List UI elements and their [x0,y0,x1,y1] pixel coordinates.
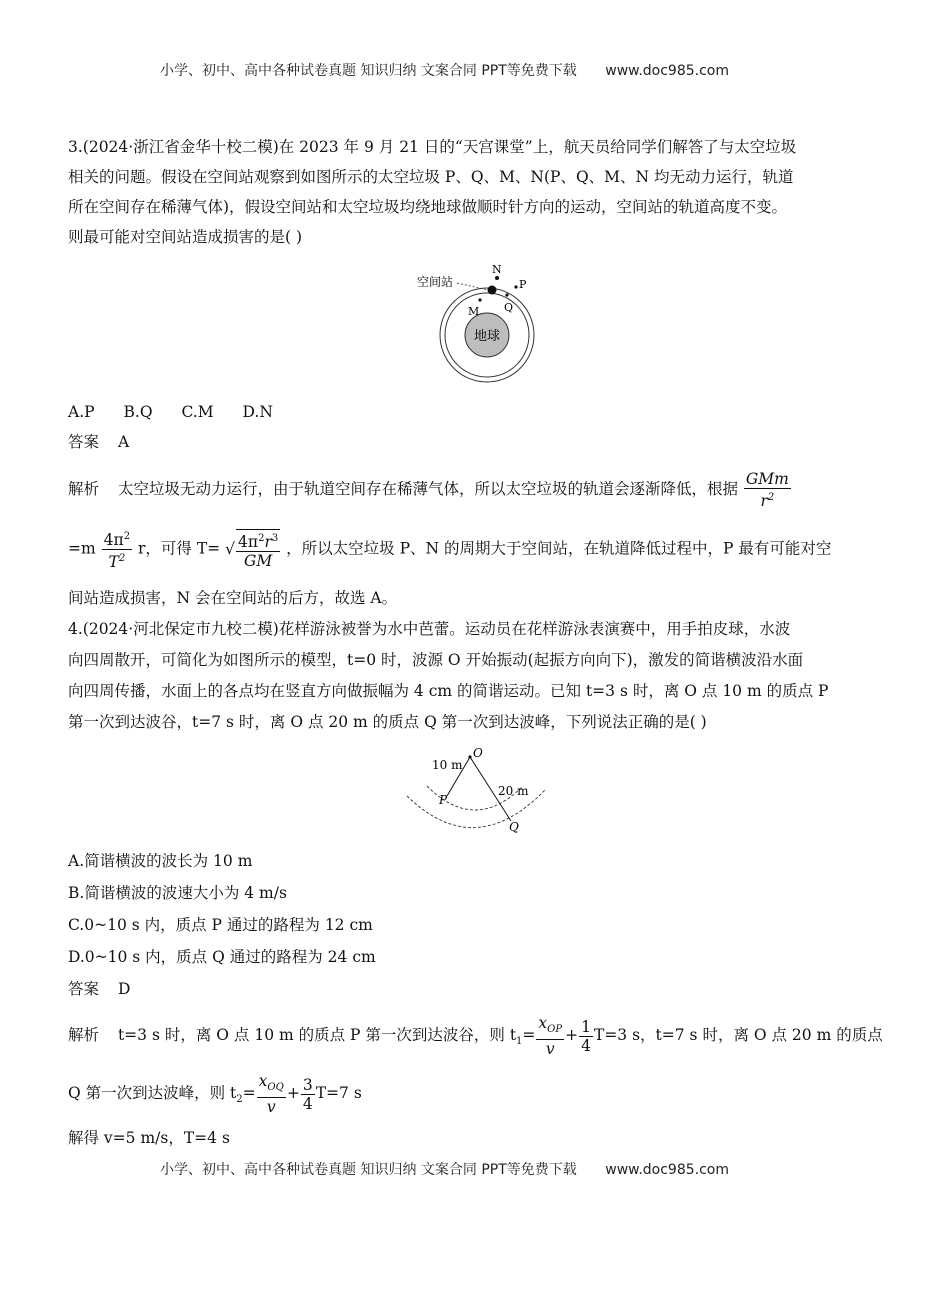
q3-options [68,402,273,422]
q4-analysis-2: Q 第一次到达波峰，则 $t_2=$ $\frac{x_{OQ}}{v}$ + $\frac{3}{4}$ T=7 s [68,1072,362,1117]
footer-site-link[interactable]: www.doc985.com [605,1162,729,1178]
q4-answer-value: D [117,980,131,998]
q4-answer-label: 答案 [68,980,100,998]
formula-xop-over-v: $\frac{x_{OP}}{v}$ [538,1014,563,1059]
debris-n [495,276,499,280]
q4-option-c[interactable]: C.0~10 s 内，质点 P 通过的路程为 12 cm [68,916,373,934]
header-text: 小学、初中、高中各种试卷真题 知识归纳 文案合同 PPT等免费下载 [160,63,577,79]
q3-option-a[interactable]: A.P [68,403,95,421]
label-q: Q [504,301,514,314]
q3-option-b[interactable]: B.Q [123,403,153,421]
label-q: Q [509,820,519,834]
earth-label: 地球 [473,329,501,344]
footer-text: 小学、初中、高中各种试卷真题 知识归纳 文案合同 PPT等免费下载 [160,1162,577,1178]
q4-line-1: 4.(2024·河北保定市九校二模)花样游泳被誉为水中芭蕾。运动员在花样游泳表演赛中，用手拍皮球，水波 [68,620,791,638]
header-site-link[interactable]: www.doc985.com [605,63,729,79]
station-pointer [457,283,488,290]
q4-option-d[interactable]: D.0~10 s 内，质点 Q 通过的路程为 24 cm [68,948,376,966]
page-footer [160,1159,729,1179]
formula-xoq-over-v: $\frac{x_{OQ}}{v}$ [258,1072,284,1117]
q4-analysis-text-1b: T=3 s，t=7 s 时，离 O 点 20 m 的质点 [593,1026,883,1045]
q4-analysis-text-2b: T=7 s [315,1084,362,1103]
q3-analysis-3: 间站造成损害，N 会在空间站的后方，故选 A。 [68,589,398,607]
q4-option-b[interactable]: B.简谐横波的波速大小为 4 m/s [68,884,287,902]
q4-analysis-1: 解析 t=3 s 时，离 O 点 10 m 的质点 P 第一次到达波谷，则 $t_1=$ $\frac{x_{OP}}{v}$ + $\frac{1}{4}$ T=3 s，t=7 s 时，离 O 点 20 m 的质点 [68,1014,883,1059]
formula-gmm-over-r2: $\frac{\text{GMm}}{r^2}$ [745,470,789,511]
q3-answer [68,432,129,452]
formula-three-quarters: $\frac{3}{4}$ [302,1075,313,1113]
debris-p [514,285,517,288]
q4-option-a[interactable]: A.简谐横波的波长为 10 m [68,852,253,870]
label-10m: 10 m [432,758,463,772]
formula-4pi2-over-t2: $\frac{4\pi^2}{T^2}$ [102,528,132,571]
q3-analysis-text-2b: r，可得 T= [138,539,221,558]
q3-answer-value: A [117,433,130,451]
debris-m [478,298,481,301]
q3-orbit-figure [400,262,560,390]
page-header [160,60,729,80]
label-p: P [439,793,448,807]
q3-option-d[interactable]: D.N [242,403,273,421]
formula-one-quarter: $\frac{1}{4}$ [581,1017,591,1055]
q4-analysis-label: 解析 [68,1026,100,1045]
sqrt-formula: √ $\frac{4\pi^2r^3}{GM}$ [225,529,281,571]
label-n: N [492,263,502,276]
space-station-dot [488,286,497,295]
q4-analysis-3: 解得 v=5 m/s，T=4 s [68,1129,230,1147]
q3-analysis-2 [68,528,831,571]
q3-answer-label: 答案 [68,433,100,451]
q3-option-c[interactable]: C.M [181,403,214,421]
source-o [468,755,471,758]
q3-line-4: 则最可能对空间站造成损害的是( ) [68,228,303,246]
debris-q [505,293,508,296]
station-label: 空间站 [417,275,454,289]
label-p: P [519,278,527,291]
q3-analysis-text-1: 太空垃圾无动力运行，由于轨道空间存在稀薄气体，所以太空垃圾的轨道会逐渐降低，根据 [117,480,738,499]
q3-line-2: 相关的问题。假设在空间站观察到如图所示的太空垃圾 P、Q、M、N(P、Q、M、N 均无动力运行，轨道 [68,168,794,186]
q4-line-2: 向四周散开，可简化为如图所示的模型，t=0 时，波源 O 开始振动(起振方向向下)，激发的简谐横波沿水面 [68,651,804,669]
q3-analysis-text-2a: =m [68,539,96,558]
q3-analysis-label: 解析 [68,480,100,499]
q3-analysis-text-2c: ，所以太空垃圾 P、N 的周期大于空间站，在轨道降低过程中，P 最有可能对空 [286,539,832,558]
q3-line-1: 3.(2024·浙江省金华十校二模)在 2023 年 9 月 21 日的“天宫课堂”上，航天员给同学们解答了与太空垃圾 [68,138,797,156]
label-20m: 20 m [498,784,529,798]
q4-line-3: 向四周传播，水面上的各点均在竖直方向做振幅为 4 cm 的简谐运动。已知 t=3 s 时，离 O 点 10 m 的质点 P [68,682,829,700]
q4-wave-figure [405,744,555,836]
q3-line-3: 所在空间存在稀薄气体)，假设空间站和太空垃圾均绕地球做顺时针方向的运动，空间站的轨道高度不变。 [68,198,788,216]
q3-analysis-1 [68,470,792,510]
q4-line-4: 第一次到达波谷，t=7 s 时，离 O 点 20 m 的质点 Q 第一次到达波峰，下列说法正确的是( ) [68,713,707,731]
q4-analysis-text-1a: t=3 s 时，离 O 点 10 m 的质点 P 第一次到达波谷，则 t [117,1026,517,1045]
label-m: M [468,305,480,318]
q4-answer [68,979,130,999]
q4-analysis-text-2a: Q 第一次到达波峰，则 t [68,1084,237,1103]
label-o: O [473,746,483,760]
